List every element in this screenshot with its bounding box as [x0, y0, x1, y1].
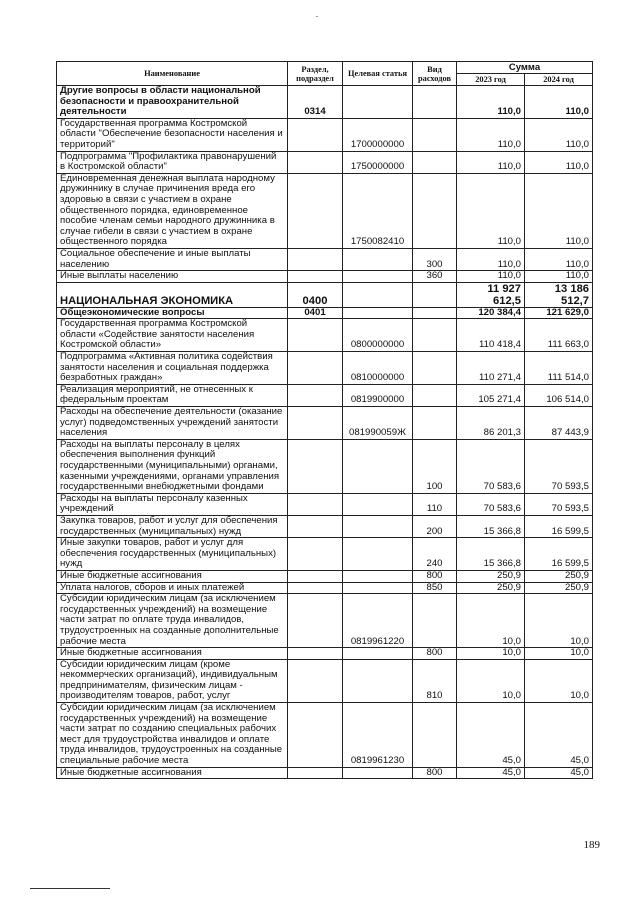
row-sum-2023: 10,0 — [457, 648, 525, 660]
row-type: 800 — [413, 570, 457, 582]
row-section — [288, 407, 343, 440]
row-section — [288, 319, 343, 352]
row-type — [413, 282, 457, 307]
table-row — [57, 151, 593, 173]
row-name: Субсидии юридическим лицам (за исключением государственных учреждений) на возмещение части затрат по оплате труда инвалидов, трудоустроенных на созданные дополнительные рабочие места — [57, 594, 288, 648]
row-target: 0810000000 — [343, 352, 413, 385]
row-name: Общеэкономические вопросы — [57, 307, 288, 319]
row-sum-2023: 120 384,4 — [457, 307, 525, 319]
row-section — [288, 493, 343, 515]
row-type — [413, 352, 457, 385]
row-type: 360 — [413, 271, 457, 283]
row-type — [413, 594, 457, 648]
table-row — [57, 271, 593, 283]
row-sum-2024: 10,0 — [525, 659, 593, 702]
row-section: 0400 — [288, 282, 343, 307]
row-section — [288, 271, 343, 283]
row-section — [288, 703, 343, 768]
row-target — [343, 570, 413, 582]
row-type: 200 — [413, 515, 457, 537]
row-target — [343, 439, 413, 493]
row-sum-2023: 110 271,4 — [457, 352, 525, 385]
row-name: Иные бюджетные ассигнования — [57, 767, 288, 779]
row-name: Социальное обеспечение и иные выплаты населению — [57, 248, 288, 270]
row-section — [288, 352, 343, 385]
row-target — [343, 767, 413, 779]
row-sum-2024: 87 443,9 — [525, 407, 593, 440]
row-sum-2024: 110,0 — [525, 86, 593, 119]
row-sum-2024: 70 593,5 — [525, 493, 593, 515]
row-name: НАЦИОНАЛЬНАЯ ЭКОНОМИКА — [57, 282, 288, 307]
table-row — [57, 319, 593, 352]
row-sum-2024: 110,0 — [525, 248, 593, 270]
header-target: Целевая статья — [343, 62, 413, 86]
row-sum-2024: 45,0 — [525, 703, 593, 768]
table-row — [57, 307, 593, 319]
table-row — [57, 515, 593, 537]
row-sum-2023: 105 271,4 — [457, 384, 525, 406]
row-sum-2023: 110,0 — [457, 271, 525, 283]
row-sum-2023: 15 366,8 — [457, 538, 525, 571]
table-row — [57, 659, 593, 702]
row-sum-2024: 45,0 — [525, 767, 593, 779]
row-target — [343, 86, 413, 119]
row-sum-2024: 110,0 — [525, 271, 593, 283]
row-section — [288, 515, 343, 537]
row-sum-2023: 86 201,3 — [457, 407, 525, 440]
scan-mark — [316, 16, 318, 17]
row-section — [288, 594, 343, 648]
row-name: Иные бюджетные ассигнования — [57, 648, 288, 660]
row-sum-2024: 250,9 — [525, 582, 593, 594]
row-name: Расходы на выплаты персоналу казенных учреждений — [57, 493, 288, 515]
row-section — [288, 659, 343, 702]
row-target — [343, 659, 413, 702]
row-name: Субсидии юридическим лицам (кроме некоммерческих организаций), индивидуальным предпринимателям, физическим лицам - производителям товаров, работ, услуг — [57, 659, 288, 702]
row-name: Подпрограмма "Профилактика правонарушений в Костромской области" — [57, 151, 288, 173]
row-target — [343, 271, 413, 283]
header-section: Раздел, подраздел — [288, 62, 343, 86]
table-row — [57, 118, 593, 151]
row-name: Государственная программа Костромской области «Содействие занятости населения Костромской области» — [57, 319, 288, 352]
row-sum-2023: 45,0 — [457, 703, 525, 768]
row-section — [288, 118, 343, 151]
row-sum-2024: 106 514,0 — [525, 384, 593, 406]
table-row — [57, 439, 593, 493]
row-name: Иные закупки товаров, работ и услуг для обеспечения государственных (муниципальных) нужд — [57, 538, 288, 571]
row-section: 0401 — [288, 307, 343, 319]
row-sum-2024: 13 186 512,7 — [525, 282, 593, 307]
row-target: 0819961220 — [343, 594, 413, 648]
table-row — [57, 538, 593, 571]
row-sum-2024: 110,0 — [525, 151, 593, 173]
table-row — [57, 767, 593, 779]
row-sum-2023: 250,9 — [457, 570, 525, 582]
row-sum-2024: 110,0 — [525, 173, 593, 248]
row-name: Субсидии юридическим лицам (за исключением государственных учреждений) на возмещение части затрат по созданию специальных рабочих мест для трудоустройства инвалидов и оплате труда инвалидов, трудоустроенных на созданные специальные рабочие места — [57, 703, 288, 768]
row-type — [413, 151, 457, 173]
row-sum-2023: 45,0 — [457, 767, 525, 779]
row-sum-2024: 121 629,0 — [525, 307, 593, 319]
row-type: 800 — [413, 648, 457, 660]
row-section — [288, 582, 343, 594]
row-type — [413, 86, 457, 119]
table-body — [57, 86, 593, 779]
table-row — [57, 594, 593, 648]
row-name: Единовременная денежная выплата народному дружиннику в случае причинения вреда его здоровью в связи с участием в охране общественного порядка, единовременное пособие членам семьи народного дружинника в случае гибели в связи с участием в охране общественного порядка — [57, 173, 288, 248]
row-section — [288, 173, 343, 248]
header-sum: Сумма — [457, 62, 593, 74]
row-target: 1750000000 — [343, 151, 413, 173]
row-name: Подпрограмма «Активная политика содействия занятости населения и социальная поддержка безработных граждан» — [57, 352, 288, 385]
row-name: Иные выплаты населению — [57, 271, 288, 283]
table-row — [57, 86, 593, 119]
row-type: 810 — [413, 659, 457, 702]
row-name: Расходы на обеспечение деятельности (оказание услуг) подведомственных учреждений занятости населения — [57, 407, 288, 440]
row-sum-2023: 10,0 — [457, 594, 525, 648]
row-target: 0819900000 — [343, 384, 413, 406]
header-row — [57, 62, 593, 74]
row-type: 110 — [413, 493, 457, 515]
table-row — [57, 173, 593, 248]
row-sum-2023: 110,0 — [457, 118, 525, 151]
row-sum-2024: 250,9 — [525, 570, 593, 582]
table-row — [57, 282, 593, 307]
row-type — [413, 319, 457, 352]
header-2024: 2024 год — [525, 74, 593, 86]
row-type: 100 — [413, 439, 457, 493]
row-sum-2024: 111 663,0 — [525, 319, 593, 352]
row-sum-2023: 110,0 — [457, 86, 525, 119]
budget-table — [56, 61, 593, 779]
row-target: 0819961230 — [343, 703, 413, 768]
table-row — [57, 407, 593, 440]
row-target — [343, 538, 413, 571]
row-section — [288, 248, 343, 270]
page-number: 189 — [583, 839, 600, 851]
row-type — [413, 173, 457, 248]
row-target: 1750082410 — [343, 173, 413, 248]
row-target — [343, 248, 413, 270]
row-section — [288, 151, 343, 173]
table-row — [57, 582, 593, 594]
row-sum-2024: 10,0 — [525, 648, 593, 660]
row-sum-2023: 110 418,4 — [457, 319, 525, 352]
row-sum-2023: 110,0 — [457, 151, 525, 173]
row-name: Реализация мероприятий, не отнесенных к федеральным проектам — [57, 384, 288, 406]
row-section: 0314 — [288, 86, 343, 119]
row-type — [413, 407, 457, 440]
row-target: 1700000000 — [343, 118, 413, 151]
row-section — [288, 570, 343, 582]
row-target: 081990059Ж — [343, 407, 413, 440]
row-sum-2023: 110,0 — [457, 173, 525, 248]
row-sum-2023: 250,9 — [457, 582, 525, 594]
header-2023: 2023 год — [457, 74, 525, 86]
row-name: Уплата налогов, сборов и иных платежей — [57, 582, 288, 594]
row-sum-2024: 111 514,0 — [525, 352, 593, 385]
footer-rule — [30, 888, 110, 889]
row-type: 240 — [413, 538, 457, 571]
row-section — [288, 648, 343, 660]
row-section — [288, 767, 343, 779]
row-sum-2023: 110,0 — [457, 248, 525, 270]
row-sum-2023: 70 583,6 — [457, 439, 525, 493]
row-name: Расходы на выплаты персоналу в целях обеспечения выполнения функций государственными (муниципальными) органами, казенными учреждениями, органами управления государственными внебюджетными фондами — [57, 439, 288, 493]
row-type: 300 — [413, 248, 457, 270]
header-type: Вид расходов — [413, 62, 457, 86]
row-type — [413, 384, 457, 406]
row-target: 0800000000 — [343, 319, 413, 352]
row-sum-2023: 70 583,6 — [457, 493, 525, 515]
row-sum-2024: 10,0 — [525, 594, 593, 648]
table-row — [57, 248, 593, 270]
table-row — [57, 570, 593, 582]
table-row — [57, 384, 593, 406]
row-sum-2023: 15 366,8 — [457, 515, 525, 537]
row-name: Другие вопросы в области национальной безопасности и правоохранительной деятельности — [57, 86, 288, 119]
row-name: Иные бюджетные ассигнования — [57, 570, 288, 582]
table-row — [57, 648, 593, 660]
row-sum-2023: 10,0 — [457, 659, 525, 702]
row-target — [343, 582, 413, 594]
header-name: Наименование — [57, 62, 288, 86]
row-type — [413, 307, 457, 319]
table-row — [57, 703, 593, 768]
row-section — [288, 439, 343, 493]
row-section — [288, 384, 343, 406]
row-sum-2024: 110,0 — [525, 118, 593, 151]
row-target — [343, 493, 413, 515]
row-target — [343, 515, 413, 537]
row-sum-2024: 70 593,5 — [525, 439, 593, 493]
row-sum-2023: 11 927 612,5 — [457, 282, 525, 307]
row-section — [288, 538, 343, 571]
row-target — [343, 282, 413, 307]
row-type — [413, 118, 457, 151]
row-target — [343, 648, 413, 660]
row-sum-2024: 16 599,5 — [525, 515, 593, 537]
table-row — [57, 352, 593, 385]
row-type — [413, 703, 457, 768]
row-name: Государственная программа Костромской области "Обеспечение безопасности населения и территорий" — [57, 118, 288, 151]
row-name: Закупка товаров, работ и услуг для обеспечения государственных (муниципальных) нужд — [57, 515, 288, 537]
row-type: 800 — [413, 767, 457, 779]
table-row — [57, 493, 593, 515]
row-target — [343, 307, 413, 319]
row-type: 850 — [413, 582, 457, 594]
row-sum-2024: 16 599,5 — [525, 538, 593, 571]
